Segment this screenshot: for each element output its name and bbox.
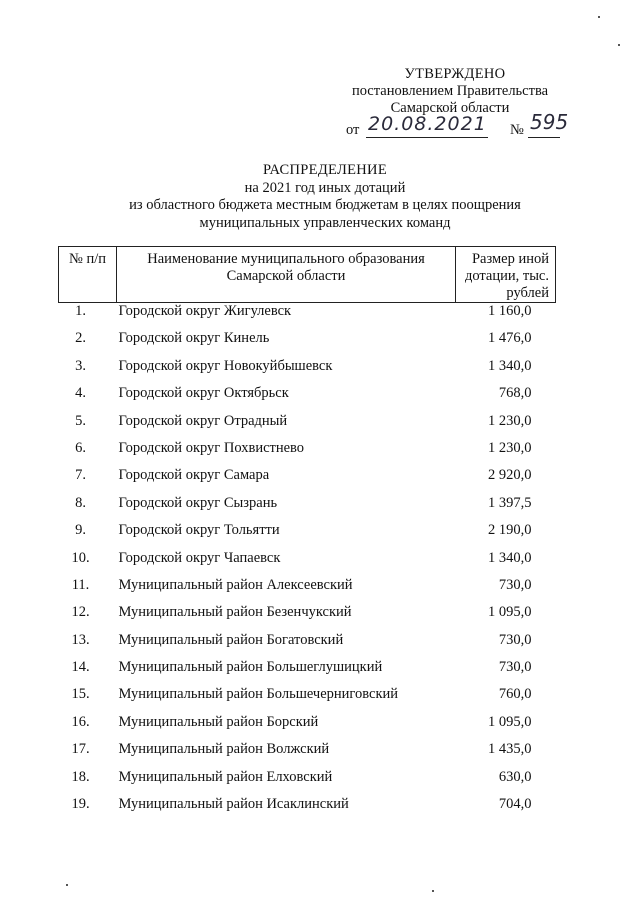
row-amount: 630,0 (498, 768, 532, 785)
table-row (59, 385, 556, 412)
row-number: 8. (75, 494, 86, 511)
table-row (59, 330, 556, 357)
header-municipality: Наименование муниципального образования Самарской области (117, 247, 456, 303)
row-number: 10. (71, 549, 90, 566)
row-municipality: Муниципальный район Большечерниговский (118, 686, 399, 703)
row-municipality: Муниципальный район Безенчукский (118, 604, 352, 621)
table-row (59, 659, 556, 686)
heading-line-2: из областного бюджета местным бюджетам в целях поощрения (129, 197, 521, 213)
row-amount: 2 190,0 (488, 522, 532, 539)
row-municipality: Муниципальный район Елховский (118, 768, 333, 785)
table-row (59, 440, 556, 467)
row-municipality: Муниципальный район Исаклинский (118, 796, 349, 813)
row-municipality: Муниципальный район Алексеевский (118, 576, 353, 593)
distribution-table (58, 246, 556, 823)
header-amount: Размер иной дотации, тыс. рублей (456, 247, 556, 303)
document-heading (60, 162, 590, 232)
header-number: № п/п (59, 247, 117, 303)
row-municipality: Городской округ Самара (118, 467, 270, 484)
row-amount: 1 160,0 (488, 303, 532, 319)
row-number: 13. (71, 631, 90, 648)
row-amount: 1 230,0 (488, 439, 532, 456)
heading-title: РАСПРЕДЕЛЕНИЕ (263, 162, 387, 178)
heading-line-3: муниципальных управленческих команд (199, 214, 451, 231)
scan-speck (618, 44, 620, 46)
number-label: № (510, 122, 524, 138)
table-row (59, 358, 556, 385)
row-amount: 730,0 (498, 576, 532, 593)
table-row (59, 769, 556, 796)
table-row (59, 796, 556, 823)
from-label: от (346, 122, 360, 138)
row-municipality: Городской округ Отрадный (118, 412, 288, 429)
row-number: 1. (75, 303, 86, 319)
number-underline (528, 137, 560, 138)
row-number: 9. (75, 522, 86, 539)
row-number: 11. (71, 576, 90, 593)
row-amount: 1 340,0 (488, 357, 532, 374)
approval-line-2: Самарской области (390, 100, 510, 116)
row-amount: 1 435,0 (488, 741, 532, 758)
scan-speck (66, 884, 68, 886)
table-row (59, 303, 556, 331)
table-row (59, 467, 556, 494)
table-row (59, 522, 556, 549)
row-amount: 730,0 (498, 631, 532, 648)
row-number: 14. (71, 659, 90, 676)
row-municipality: Городской округ Кинель (118, 330, 270, 347)
approval-line-1: постановлением Правительства (351, 83, 549, 99)
row-municipality: Городской округ Жигулевск (118, 303, 292, 319)
row-number: 16. (71, 713, 90, 730)
table-row (59, 495, 556, 522)
row-amount: 1 340,0 (488, 549, 532, 566)
row-municipality: Муниципальный район Большеглушицкий (118, 659, 383, 676)
row-number: 7. (75, 467, 86, 484)
row-number: 17. (71, 741, 90, 758)
handwritten-number: 595 (530, 110, 569, 134)
approval-block (340, 66, 569, 138)
table-row (59, 714, 556, 741)
row-amount: 1 095,0 (488, 713, 532, 730)
table-row (59, 741, 556, 768)
row-number: 15. (71, 686, 90, 703)
scan-speck (598, 16, 600, 18)
table-row (59, 577, 556, 604)
approval-date-line (340, 110, 569, 138)
row-amount: 768,0 (498, 385, 532, 402)
row-municipality: Муниципальный район Волжский (118, 741, 330, 758)
row-municipality: Городской округ Похвистнево (118, 439, 305, 456)
table-row (59, 632, 556, 659)
approval-title: УТВЕРЖДЕНО (404, 66, 506, 82)
row-amount: 760,0 (498, 686, 532, 703)
row-number: 19. (71, 796, 90, 813)
row-municipality: Муниципальный район Богатовский (118, 631, 344, 648)
row-number: 18. (71, 768, 90, 785)
row-amount: 730,0 (498, 659, 532, 676)
handwritten-date: 20.08.2021 (368, 113, 487, 135)
heading-line-1: на 2021 год иных дотаций (244, 179, 406, 196)
row-municipality: Городской округ Новокуйбышевск (118, 357, 333, 374)
table-row (59, 604, 556, 631)
date-underline (366, 137, 488, 138)
row-municipality: Городской округ Октябрьск (118, 385, 289, 402)
row-number: 3. (75, 357, 86, 374)
row-number: 5. (75, 412, 86, 429)
row-number: 4. (75, 385, 86, 402)
scan-speck (432, 890, 434, 892)
table-row (59, 550, 556, 577)
row-number: 12. (71, 604, 90, 621)
table-header-row (59, 247, 556, 303)
row-number: 2. (75, 330, 86, 347)
table-row (59, 686, 556, 713)
row-municipality: Городской округ Тольятти (118, 522, 280, 539)
row-municipality: Городской округ Сызрань (118, 494, 278, 511)
row-amount: 1 397,5 (488, 494, 532, 511)
row-amount: 2 920,0 (488, 467, 532, 484)
table-row (59, 413, 556, 440)
row-amount: 704,0 (498, 796, 532, 813)
row-amount: 1 095,0 (488, 604, 532, 621)
row-amount: 1 230,0 (488, 412, 532, 429)
table-body (59, 303, 556, 824)
row-number: 6. (75, 439, 86, 456)
row-amount: 1 476,0 (488, 330, 532, 347)
row-municipality: Городской округ Чапаевск (118, 549, 281, 566)
row-municipality: Муниципальный район Борский (118, 713, 319, 730)
